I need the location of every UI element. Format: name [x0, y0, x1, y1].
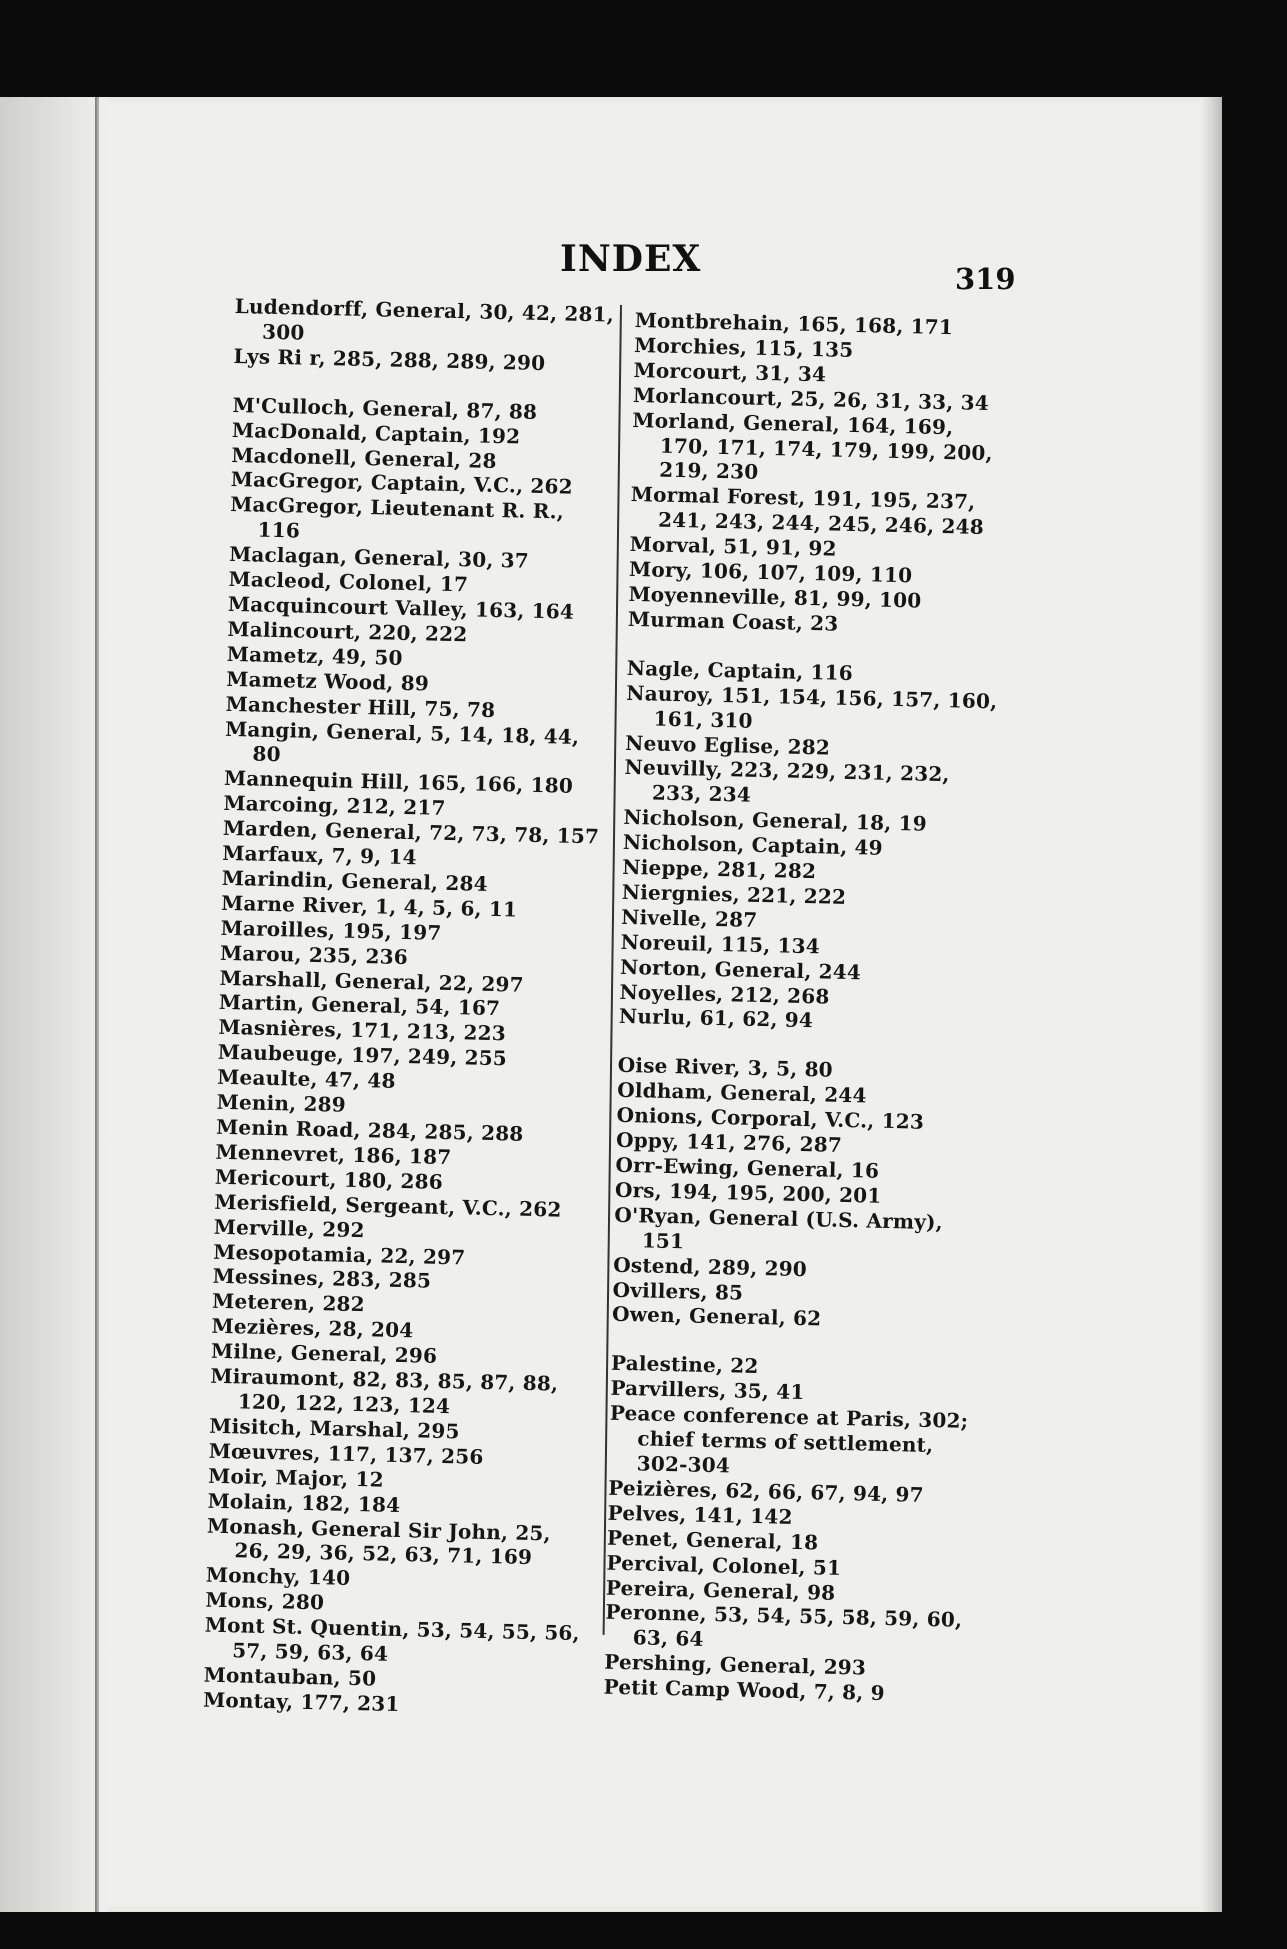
index-entry: O'Ryan, General (U.S. Army), 151	[614, 1202, 944, 1254]
index-entry: Morcourt, 31, 34	[633, 357, 827, 387]
index-entry: Mametz Wood, 89	[226, 666, 430, 696]
index-entry: Ostend, 289, 290	[613, 1252, 808, 1281]
index-entry: Petit Camp Wood, 7, 8, 9	[603, 1674, 885, 1706]
index-entry: Morland, General, 164, 169, 170, 171, 174, 179, 199, 200, 219, 230	[632, 407, 993, 485]
index-entry: Peronne, 53, 54, 55, 58, 59, 60, 63, 64	[605, 1600, 963, 1652]
index-entry: Mesopotamia, 22, 297	[213, 1239, 466, 1270]
index-entry: Penet, General, 18	[606, 1525, 819, 1555]
index-entry: Noreuil, 115, 134	[620, 929, 821, 959]
index-entry: Molain, 182, 184	[207, 1488, 401, 1517]
index-entry: Nauroy, 151, 154, 156, 157, 160, 161, 310	[626, 680, 998, 733]
index-entry: Oldham, General, 244	[616, 1078, 867, 1108]
index-entry: Parvillers, 35, 41	[610, 1375, 805, 1405]
index-entry: Nicholson, Captain, 49	[622, 829, 884, 860]
index-entry: Pershing, General, 293	[604, 1649, 867, 1680]
index-entry: Maroilles, 195, 197	[220, 915, 442, 945]
index-entry: Niergnies, 221, 222	[621, 879, 847, 909]
index-entry: Manchester Hill, 75, 78	[225, 691, 496, 722]
index-entry: Macleod, Colonel, 17	[228, 566, 469, 597]
index-entry: Moyenneville, 81, 99, 100	[628, 581, 922, 613]
index-entry: Menin Road, 284, 285, 288	[215, 1114, 524, 1146]
index-entry: Mormal Forest, 191, 195, 237, 241, 243, 244, 245, 246, 248	[630, 482, 985, 540]
page-heading: INDEX	[560, 238, 702, 280]
index-entry: Oppy, 141, 276, 287	[615, 1127, 843, 1158]
index-entry: Milne, General, 296	[210, 1338, 438, 1369]
index-entry: Marcoing, 212, 217	[223, 791, 446, 821]
index-entry: Pereira, General, 98	[605, 1575, 836, 1605]
index-entry: Maubeuge, 197, 249, 255	[217, 1040, 508, 1071]
index-entry: Malincourt, 220, 222	[227, 616, 468, 647]
index-entry: Mont St. Quentin, 53, 54, 55, 56, 57, 59, 63, 64	[204, 1612, 581, 1666]
page-edge-shadow	[1200, 97, 1222, 1912]
index-entry: Noyelles, 212, 268	[619, 979, 830, 1009]
index-entry: Messines, 283, 285	[212, 1264, 432, 1294]
index-entry: Mory, 106, 107, 109, 110	[628, 556, 913, 588]
index-entry: Nivelle, 287	[620, 904, 758, 932]
index-entry: Murman Coast, 23	[627, 606, 839, 636]
index-entry: Marshall, General, 22, 297	[219, 965, 524, 997]
index-entry: Mericourt, 180, 286	[214, 1164, 444, 1194]
index-entry: M'Culloch, General, 87, 88	[232, 392, 538, 424]
index-entry: Onions, Corporal, V.C., 123	[616, 1102, 925, 1134]
index-entry: Norton, General, 244	[619, 954, 862, 984]
index-entry: Mangin, General, 5, 14, 18, 44, 80	[224, 716, 580, 767]
index-entry: Mezières, 28, 204	[211, 1313, 414, 1343]
page-number: 319	[955, 262, 1016, 296]
index-entry: Mannequin Hill, 165, 166, 180	[223, 766, 574, 799]
index-entry: Oise River, 3, 5, 80	[617, 1053, 834, 1083]
index-entry: Moir, Major, 12	[207, 1463, 385, 1492]
index-entry: Morval, 51, 91, 92	[629, 532, 837, 561]
index-entry: Ovillers, 85	[612, 1277, 744, 1305]
index-entry: Macdonell, General, 28	[231, 442, 497, 473]
index-entry: Neuvo Eglise, 282	[624, 730, 831, 760]
index-entry: Marden, General, 72, 73, 78, 157	[222, 815, 600, 849]
index-entry: Misitch, Marshal, 295	[209, 1413, 460, 1444]
index-entry: Peace conference at Paris, 302; chief terms of settlement, 302-304	[609, 1400, 969, 1478]
index-column-right	[603, 308, 1009, 1708]
index-entry: Monchy, 140	[205, 1562, 351, 1591]
index-entry: Montauban, 50	[203, 1662, 377, 1691]
index-entry: Nicholson, General, 18, 19	[623, 805, 928, 836]
index-entry: Morlancourt, 25, 26, 31, 33, 34	[632, 382, 990, 415]
index-entry: Ors, 194, 195, 200, 201	[614, 1177, 882, 1208]
index-entry: Macquincourt Valley, 163, 164	[227, 591, 575, 624]
index-entry: Monash, General Sir John, 25, 26, 29, 36, 52, 63, 71, 169	[206, 1513, 552, 1570]
index-entry: Nurlu, 61, 62, 94	[618, 1004, 814, 1033]
index-entry: Nagle, Captain, 116	[626, 655, 854, 685]
index-entry: Mennevret, 186, 187	[215, 1139, 452, 1170]
index-entry: Palestine, 22	[610, 1351, 759, 1379]
index-entry: Meaulte, 47, 48	[216, 1064, 396, 1094]
index-entry: Nieppe, 281, 282	[622, 854, 817, 884]
index-entry: Morchies, 115, 135	[633, 332, 854, 362]
index-entry: Merville, 292	[213, 1214, 365, 1242]
index-entry: Marfaux, 7, 9, 14	[222, 840, 418, 870]
index-entry: Peizières, 62, 66, 67, 94, 97	[607, 1475, 925, 1507]
index-entry: Martin, General, 54, 167	[218, 990, 501, 1021]
page-gutter	[0, 97, 108, 1912]
index-entry: Neuvilly, 223, 229, 231, 232, 233, 234	[624, 755, 950, 808]
index-entry: Lys Ri r, 285, 288, 289, 290	[233, 343, 546, 375]
index-entry: Percival, Colonel, 51	[606, 1550, 842, 1580]
index-entry: Meteren, 282	[211, 1289, 366, 1317]
index-entry: Marou, 235, 236	[219, 940, 409, 969]
index-entry: Pelves, 141, 142	[607, 1500, 793, 1529]
index-entry: Masnières, 171, 213, 223	[218, 1015, 507, 1046]
index-entry: Orr-Ewing, General, 16	[615, 1152, 880, 1183]
index-entry: Mons, 280	[205, 1587, 325, 1615]
index-entry: Maclagan, General, 30, 37	[228, 542, 530, 573]
index-entry: Owen, General, 62	[611, 1302, 822, 1331]
index-entry: Menin, 289	[216, 1089, 347, 1117]
index-entry: Marindin, General, 284	[221, 865, 489, 896]
index-entry: Ludendorff, General, 30, 42, 281, 300	[234, 294, 615, 345]
index-column-left	[203, 294, 615, 1721]
index-entry: Mœuvres, 117, 137, 256	[208, 1438, 484, 1469]
index-entry: Montbrehain, 165, 168, 171	[634, 308, 954, 340]
index-entry: Marne River, 1, 4, 5, 6, 11	[220, 890, 518, 922]
index-entry: Montay, 177, 231	[202, 1687, 400, 1716]
index-entry: Mametz, 49, 50	[226, 641, 403, 670]
index-entry: Miraumont, 82, 83, 85, 87, 88, 120, 122, 123, 124	[210, 1363, 559, 1419]
index-entry: MacGregor, Captain, V.C., 262	[230, 467, 574, 500]
index-entry: Merisfield, Sergeant, V.C., 262	[214, 1189, 562, 1222]
spine-fold	[95, 97, 99, 1912]
index-entry: MacDonald, Captain, 192	[231, 417, 521, 449]
index-entry: MacGregor, Lieutenant R. R., 116	[229, 492, 565, 543]
